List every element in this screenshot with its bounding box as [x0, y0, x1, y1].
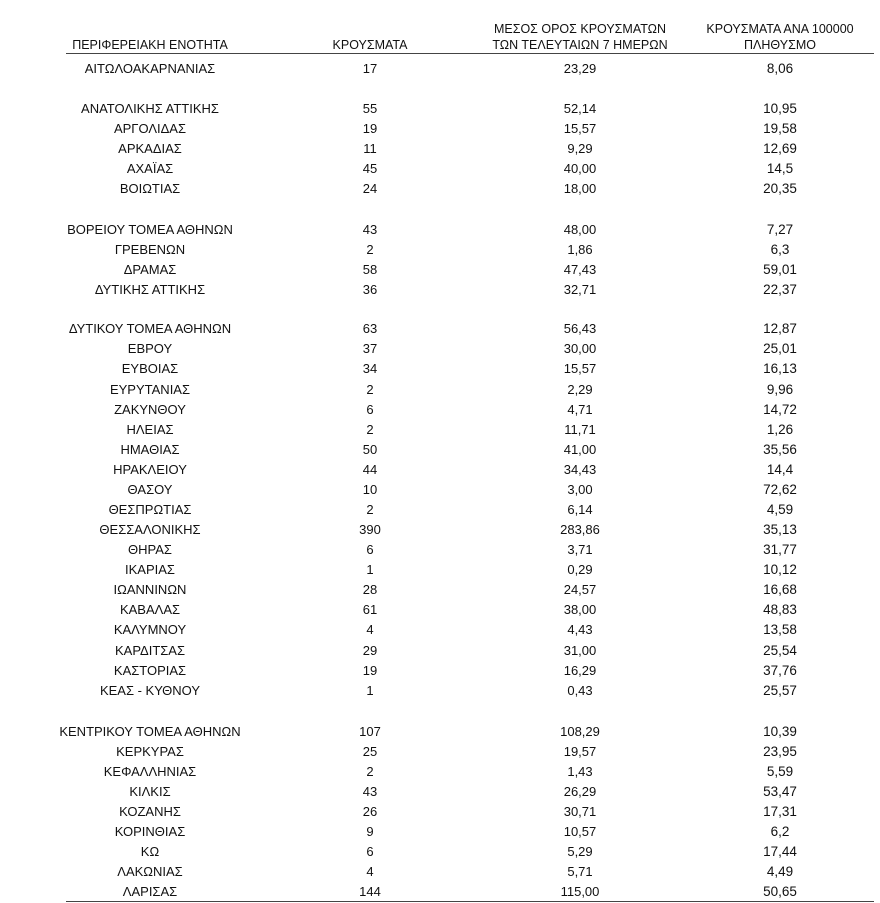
cell-per100k: 6,2 — [770, 824, 790, 839]
cell-avg7: 18,00 — [563, 181, 597, 196]
cell-cases: 11 — [363, 141, 377, 156]
cell-per100k: 14,5 — [766, 161, 794, 176]
cell-region: ΔΡΑΜΑΣ — [123, 262, 177, 277]
cell-cases: 43 — [362, 222, 378, 237]
cell-per100k: 10,12 — [763, 562, 797, 577]
cell-cases: 58 — [362, 262, 378, 277]
cell-cases: 24 — [362, 181, 378, 196]
header-avg7-line2: ΤΩΝ ΤΕΛΕΥΤΑΙΩΝ 7 ΗΜΕΡΩΝ — [492, 38, 668, 52]
cell-cases: 6 — [366, 402, 374, 417]
table-row — [0, 401, 880, 419]
cell-avg7: 283,86 — [560, 522, 600, 537]
cell-avg7: 47,43 — [563, 262, 597, 277]
cell-avg7: 30,00 — [563, 341, 597, 356]
table-row — [0, 682, 880, 700]
cell-per100k: 31,77 — [763, 542, 797, 557]
cell-region: ΑΝΑΤΟΛΙΚΗΣ ΑΤΤΙΚΗΣ — [81, 101, 219, 116]
cell-per100k: 6,3 — [770, 242, 790, 257]
cell-avg7: 5,71 — [567, 864, 593, 879]
header-divider — [66, 53, 874, 54]
cell-region: ΘΕΣΠΡΩΤΙΑΣ — [108, 502, 192, 517]
cell-region: ΚΑΡΔΙΤΣΑΣ — [114, 643, 186, 658]
header-per100k-line1: ΚΡΟΥΣΜΑΤΑ ΑΝΑ 100000 — [706, 22, 854, 36]
table-row — [0, 320, 880, 338]
cell-region: ΚΕΡΚΥΡΑΣ — [116, 744, 184, 759]
table-row — [0, 120, 880, 138]
cell-avg7: 10,57 — [563, 824, 597, 839]
cell-per100k: 16,68 — [763, 582, 797, 597]
cell-cases: 4 — [366, 864, 374, 879]
cell-region: ΓΡΕΒΕΝΩΝ — [114, 242, 186, 257]
table-row — [0, 662, 880, 680]
cell-region: ΚΟΡΙΝΘΙΑΣ — [114, 824, 186, 839]
cell-per100k: 35,13 — [763, 522, 797, 537]
header-per100k-line2: ΠΛΗΘΥΣΜΟ — [744, 38, 816, 52]
cell-per100k: 20,35 — [763, 181, 797, 196]
cell-per100k: 22,37 — [763, 282, 797, 297]
cell-per100k: 14,4 — [766, 462, 794, 477]
cell-cases: 36 — [362, 282, 378, 297]
table-row — [0, 723, 880, 741]
cell-cases: 107 — [359, 724, 381, 739]
cell-region: ΔΥΤΙΚΗΣ ΑΤΤΙΚΗΣ — [94, 282, 206, 297]
cell-avg7: 108,29 — [560, 724, 600, 739]
table-row — [0, 421, 880, 439]
cell-region: ΑΡΓΟΛΙΔΑΣ — [113, 121, 187, 136]
cell-avg7: 52,14 — [563, 101, 597, 116]
table-row — [0, 521, 880, 539]
table-row — [0, 581, 880, 599]
cell-cases: 10 — [362, 482, 378, 497]
cell-avg7: 3,71 — [567, 542, 593, 557]
table-row — [0, 261, 880, 279]
cell-region: ΘΗΡΑΣ — [128, 542, 172, 557]
table-row — [0, 621, 880, 639]
table-row — [0, 843, 880, 861]
cell-per100k: 12,69 — [763, 141, 797, 156]
bottom-divider — [66, 901, 874, 902]
table-row — [0, 863, 880, 881]
cell-cases: 6 — [366, 542, 374, 557]
cell-cases: 2 — [366, 422, 374, 437]
cell-avg7: 31,00 — [563, 643, 597, 658]
cell-per100k: 17,44 — [763, 844, 797, 859]
cell-avg7: 40,00 — [563, 161, 597, 176]
cell-per100k: 5,59 — [766, 764, 794, 779]
table-row — [0, 140, 880, 158]
cell-per100k: 13,58 — [763, 622, 797, 637]
table-row — [0, 541, 880, 559]
cell-region: ΚΑΛΥΜΝΟΥ — [113, 622, 187, 637]
cell-per100k: 8,06 — [766, 61, 794, 76]
cell-cases: 25 — [362, 744, 378, 759]
table-row — [0, 823, 880, 841]
cell-per100k: 25,54 — [763, 643, 797, 658]
cell-cases: 26 — [362, 804, 378, 819]
cell-cases: 6 — [366, 844, 374, 859]
cell-per100k: 72,62 — [763, 482, 797, 497]
cell-per100k: 4,49 — [766, 864, 794, 879]
cell-cases: 390 — [359, 522, 381, 537]
cell-region: ΚΕΑΣ - ΚΥΘΝΟΥ — [99, 683, 201, 698]
cell-region: ΔΥΤΙΚΟΥ ΤΟΜΕΑ ΑΘΗΝΩΝ — [68, 321, 232, 336]
table-row — [0, 481, 880, 499]
cell-cases: 4 — [366, 622, 374, 637]
cell-avg7: 5,29 — [567, 844, 593, 859]
cell-region: ΒΟΡΕΙΟΥ ΤΟΜΕΑ ΑΘΗΝΩΝ — [67, 222, 233, 237]
cell-region: ΒΟΙΩΤΙΑΣ — [119, 181, 181, 196]
cell-avg7: 4,71 — [567, 402, 593, 417]
cell-cases: 1 — [366, 562, 374, 577]
cell-per100k: 25,57 — [763, 683, 797, 698]
cell-avg7: 38,00 — [563, 602, 597, 617]
cell-avg7: 11,71 — [564, 422, 596, 437]
cell-avg7: 9,29 — [567, 141, 593, 156]
cell-avg7: 30,71 — [563, 804, 597, 819]
header-cases: ΚΡΟΥΣΜΑΤΑ — [332, 38, 408, 52]
cell-cases: 61 — [362, 602, 378, 617]
cell-region: ΚΙΛΚΙΣ — [129, 784, 171, 799]
table-row — [0, 281, 880, 299]
cell-cases: 50 — [362, 442, 378, 457]
table-row — [0, 60, 880, 78]
cell-cases: 2 — [366, 764, 374, 779]
table-row — [0, 883, 880, 901]
cell-region: ΘΑΣΟΥ — [127, 482, 173, 497]
cell-region: ΙΩΑΝΝΙΝΩΝ — [113, 582, 187, 597]
cell-region: ΙΚΑΡΙΑΣ — [125, 562, 175, 577]
cell-avg7: 0,43 — [567, 683, 593, 698]
cell-avg7: 24,57 — [563, 582, 597, 597]
cell-cases: 63 — [362, 321, 378, 336]
cell-per100k: 48,83 — [763, 602, 797, 617]
cell-cases: 19 — [362, 663, 378, 678]
cell-avg7: 0,29 — [567, 562, 593, 577]
cell-per100k: 53,47 — [763, 784, 797, 799]
cell-cases: 29 — [362, 643, 378, 658]
cell-region: ΕΒΡΟΥ — [127, 341, 173, 356]
cell-avg7: 41,00 — [563, 442, 597, 457]
cell-per100k: 17,31 — [763, 804, 797, 819]
cell-per100k: 7,27 — [766, 222, 794, 237]
table-row — [0, 381, 880, 399]
cell-region: ΗΡΑΚΛΕΙΟΥ — [113, 462, 187, 477]
table-row — [0, 783, 880, 801]
cell-per100k: 25,01 — [763, 341, 797, 356]
cell-cases: 55 — [362, 101, 378, 116]
cell-cases: 2 — [366, 382, 374, 397]
table-row — [0, 221, 880, 239]
cell-region: ΚΑΣΤΟΡΙΑΣ — [113, 663, 187, 678]
cell-cases: 2 — [366, 502, 374, 517]
cell-avg7: 16,29 — [563, 663, 597, 678]
cell-per100k: 16,13 — [763, 361, 797, 376]
cell-region: ΑΙΤΩΛΟΑΚΑΡΝΑΝΙΑΣ — [84, 61, 216, 76]
cell-region: ΚΕΝΤΡΙΚΟΥ ΤΟΜΕΑ ΑΘΗΝΩΝ — [59, 724, 241, 739]
cell-region: ΚΑΒΑΛΑΣ — [119, 602, 181, 617]
cell-avg7: 34,43 — [563, 462, 597, 477]
table-row — [0, 340, 880, 358]
cell-region: ΕΥΒΟΙΑΣ — [121, 361, 179, 376]
cell-avg7: 56,43 — [563, 321, 597, 336]
cell-region: ΑΧΑΪΑΣ — [126, 161, 174, 176]
cell-avg7: 1,43 — [567, 764, 593, 779]
cell-avg7: 19,57 — [563, 744, 597, 759]
cell-cases: 1 — [366, 683, 374, 698]
table-row — [0, 241, 880, 259]
cell-cases: 144 — [359, 884, 381, 899]
table-row — [0, 561, 880, 579]
cell-region: ΚΟΖΑΝΗΣ — [119, 804, 181, 819]
cell-per100k: 50,65 — [763, 884, 797, 899]
cell-cases: 2 — [366, 242, 374, 257]
table-row — [0, 803, 880, 821]
table-row — [0, 180, 880, 198]
cell-avg7: 2,29 — [567, 382, 593, 397]
table-row — [0, 642, 880, 660]
cell-region: ΚΕΦΑΛΛΗΝΙΑΣ — [103, 764, 197, 779]
cell-avg7: 48,00 — [563, 222, 597, 237]
cell-cases: 37 — [362, 341, 378, 356]
cell-per100k: 10,95 — [763, 101, 797, 116]
table-row — [0, 461, 880, 479]
cell-per100k: 35,56 — [763, 442, 797, 457]
cell-region: ΑΡΚΑΔΙΑΣ — [118, 141, 182, 156]
cell-per100k: 37,76 — [763, 663, 797, 678]
cell-region: ΘΕΣΣΑΛΟΝΙΚΗΣ — [99, 522, 201, 537]
cell-per100k: 9,96 — [766, 382, 794, 397]
cell-per100k: 14,72 — [763, 402, 797, 417]
header-region: ΠΕΡΙΦΕΡΕΙΑΚΗ ΕΝΟΤΗΤΑ — [72, 38, 228, 52]
header-avg7-line1: ΜΕΣΟΣ ΟΡΟΣ ΚΡΟΥΣΜΑΤΩΝ — [493, 22, 667, 36]
cell-avg7: 3,00 — [567, 482, 593, 497]
table-row — [0, 501, 880, 519]
table-row — [0, 743, 880, 761]
table-row — [0, 160, 880, 178]
cell-per100k: 19,58 — [763, 121, 797, 136]
cell-avg7: 26,29 — [563, 784, 597, 799]
cell-avg7: 1,86 — [567, 242, 593, 257]
cell-avg7: 6,14 — [567, 502, 593, 517]
cell-avg7: 4,43 — [567, 622, 593, 637]
cell-cases: 34 — [362, 361, 378, 376]
cell-region: ΗΜΑΘΙΑΣ — [120, 442, 180, 457]
table-row — [0, 601, 880, 619]
cell-per100k: 12,87 — [763, 321, 797, 336]
cell-region: ΛΑΡΙΣΑΣ — [122, 884, 178, 899]
cell-region: ΗΛΕΙΑΣ — [126, 422, 174, 437]
table-row — [0, 763, 880, 781]
cell-per100k: 1,26 — [766, 422, 794, 437]
cell-per100k: 59,01 — [763, 262, 797, 277]
cell-cases: 9 — [366, 824, 374, 839]
cell-avg7: 115,00 — [560, 884, 600, 899]
cell-per100k: 23,95 — [763, 744, 797, 759]
cell-region: ΖΑΚΥΝΘΟΥ — [114, 402, 186, 417]
cell-cases: 45 — [362, 161, 378, 176]
cell-cases: 28 — [362, 582, 378, 597]
cell-cases: 17 — [362, 61, 378, 76]
table-row — [0, 100, 880, 118]
cell-cases: 43 — [362, 784, 378, 799]
cell-region: ΚΩ — [140, 844, 160, 859]
cell-per100k: 4,59 — [766, 502, 794, 517]
cell-avg7: 23,29 — [563, 61, 597, 76]
table-row — [0, 360, 880, 378]
cell-cases: 19 — [362, 121, 378, 136]
cell-cases: 44 — [362, 462, 378, 477]
cell-per100k: 10,39 — [763, 724, 797, 739]
table-row — [0, 441, 880, 459]
cell-avg7: 15,57 — [563, 121, 597, 136]
cell-avg7: 32,71 — [563, 282, 597, 297]
cell-avg7: 15,57 — [563, 361, 597, 376]
cell-region: ΕΥΡΥΤΑΝΙΑΣ — [109, 382, 191, 397]
cell-region: ΛΑΚΩΝΙΑΣ — [117, 864, 183, 879]
